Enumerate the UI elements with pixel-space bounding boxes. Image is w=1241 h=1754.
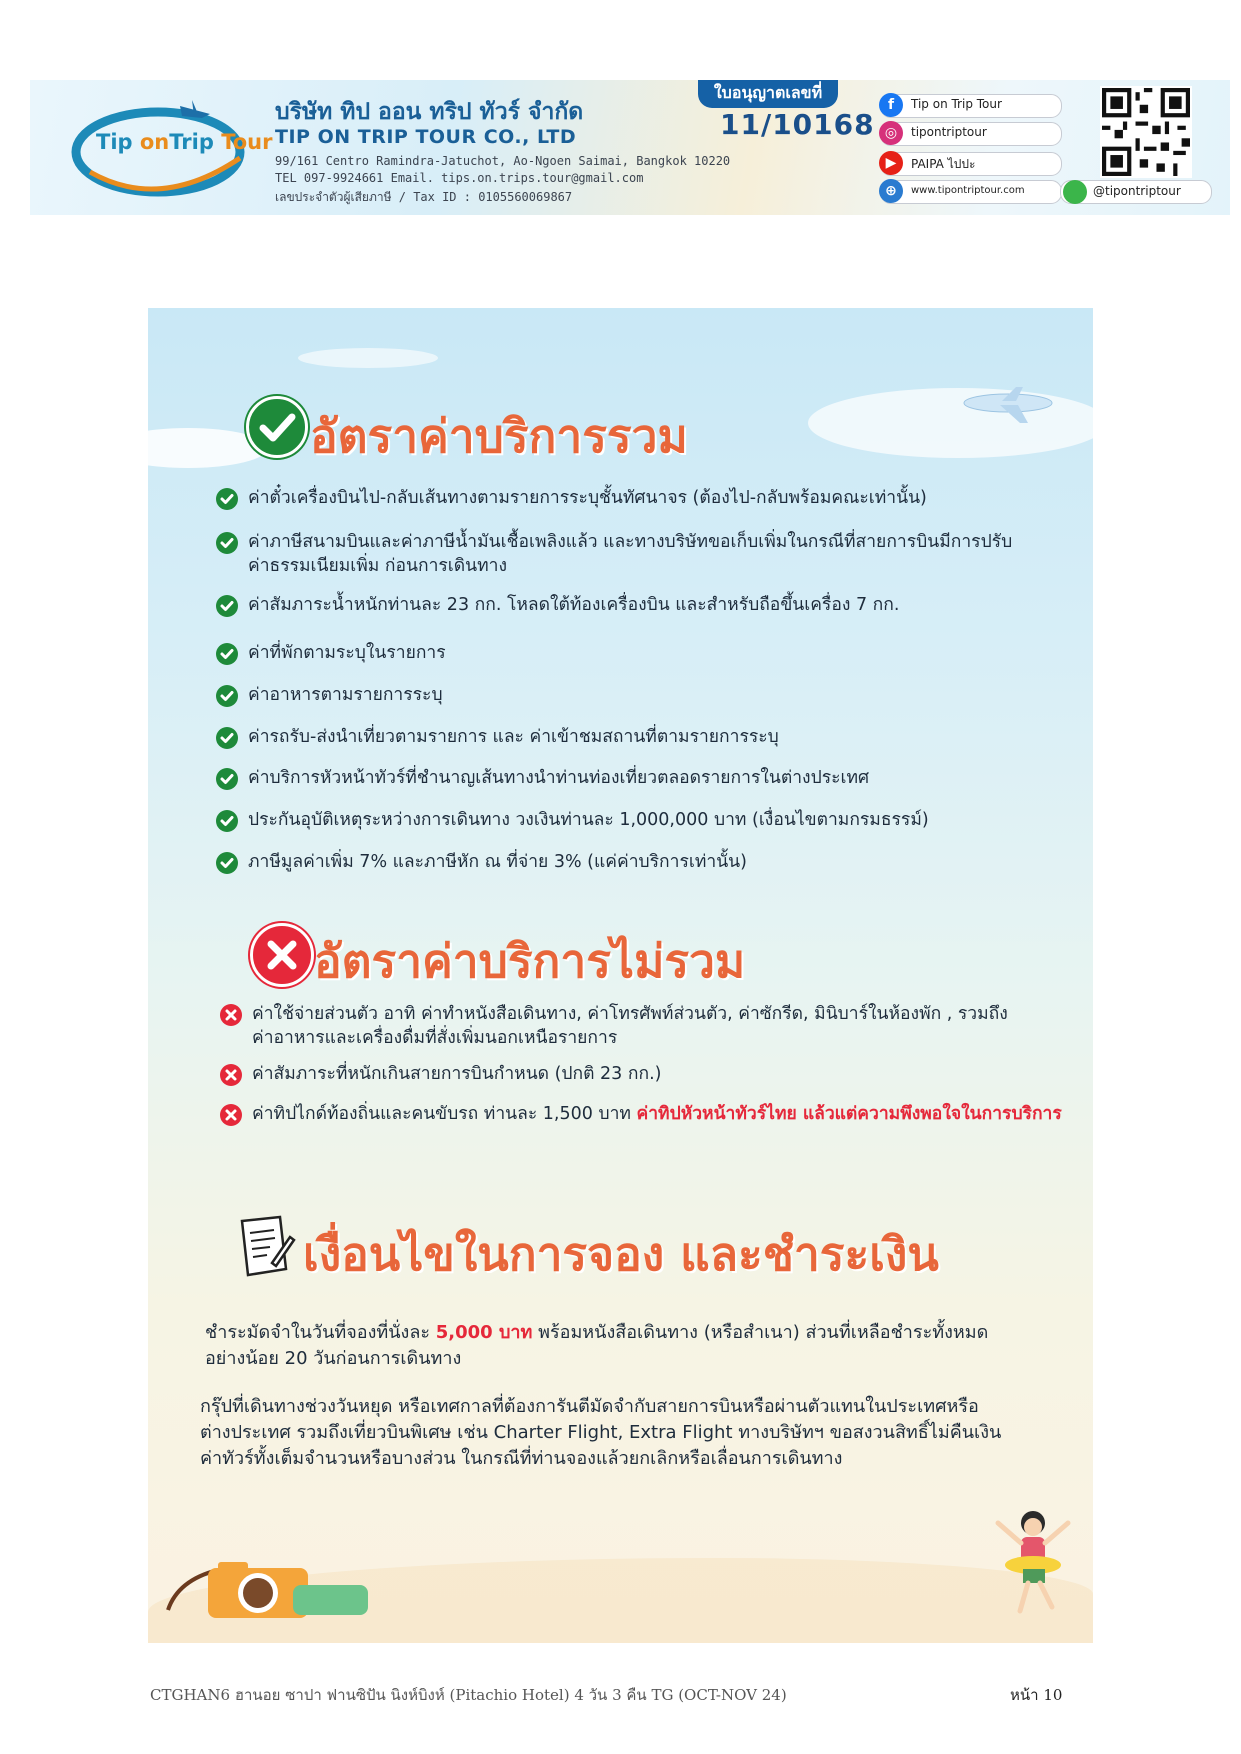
excluded-section-title: อัตราค่าบริการไม่รวม: [314, 934, 746, 988]
check-icon: [216, 810, 238, 832]
included-section-title: อัตราค่าบริการรวม: [310, 409, 688, 463]
check-icon: [216, 852, 238, 874]
check-icon: [216, 643, 238, 665]
company-contact: TEL 097-9924661 Email. tips.on.trips.tour@gmail.com: [275, 171, 644, 185]
check-icon: [216, 595, 238, 617]
facebook-link[interactable]: f Tip on Trip Tour: [880, 94, 1062, 118]
cross-icon: [220, 1064, 242, 1086]
qr-code-icon[interactable]: [1100, 86, 1192, 178]
facebook-icon: f: [879, 93, 903, 117]
tour-leader-tip-note: ค่าทิปหัวหน้าทัวร์ไทย แล้วแต่ความพึงพอใจในการบริการ: [636, 1104, 1062, 1124]
youtube-icon: ▶: [879, 151, 903, 175]
cross-circle-icon: [250, 923, 314, 987]
airplane-icon: [960, 383, 1056, 429]
tour-conditions-panel: อัตราค่าบริการรวม ค่าตั๋วเครื่องบินไป-กลับเส้นทางตามรายการระบุชั้นทัศนาจร (ต้องไป-กลับพร้อมคณะเท่านั้น) ค่าภาษีสนามบินและค่าภาษีน้ำมันเชื้อเพลิงแล้ว และทางบริษัทขอเก็บเพิ่มในกรณีที่สายการบินมีการปรับ ค่าธรรมเนียมเพิ่ม ก่อนการเดินทาง ค่าสัมภาระน้ำหนักท่านละ 23 กก. โหลดใต้ท้องเครื่องบิน และสำหรับถือขึ้นเครื่อง 7 กก. ค่าที่พักตามระบุในรายการ ค่าอาหารตามรายการระบุ ค่ารถรับ-ส่งนำเที่ยวตามรายการ และ ค่าเข้าชมสถานที่ตามรายการระบุ ค่าบริการหัวหน้าทัวร์ที่ชำนาญเส้นทางนำท่านท่องเที่ยวตลอดรายการในต่างประเทศ ประกันอุบัติเหตุระหว่างการเดินทาง วงเงินท่านละ 1,000,000 บาท (เงื่อนไขตามกรมธรรม์) ภาษีมูลค่าเพิ่ม 7% และภาษีหัก ณ ที่จ่าย 3% (แค่ค่าบริการเท่านั้น) อัตราค่าบริการไม่รวม ค่าใช้จ่ายส่วนตัว อาทิ ค่าทำหนังสือเดินทาง, ค่าโทรศัพท์ส่วนตัว, ค่าซักรีด, มินิบาร์ในห้องพัก , รวมถึง ค่าอาหารและเครื่องดื่มที่สั่งเพิ่มนอกเหนือรายการ ค่าสัมภาระที่หนักเกินสายการบินกำหนด (ปกติ 23 กก.) ค่าทิปไกด์ท้องถิ่นและคนขับรถ ท่านละ 1,500 บาท ค่าทิปหัวหน้าทัวร์ไทย แล้วแต่ความพึงพอใจในการบริการ เงื่อนไขในการจอง และชำระเงิน ชำระมัดจำในวันที่จองที่นั่งละ 5,000 บาท พร้อมหนังสือเดินทาง (หรือสำเนา) ส่วนที่เหลือชำระทั้งหมด อย่างน้อย 20 วันก่อนการเดินทาง กรุ๊ปที่เดินทางช่วงวันหยุด หรือเทศกาลที่ต้องการันตีมัดจำกับสายการบินหรือผ่านตัวแทนในประเทศหรือ ต่างประเทศ รวมถึงเที่ยวบินพิเศษ เช่น Charter Flight, Extra Flight ทางบริษัทฯ ขอสงวนสิทธิ์ไม่คืนเงิน ค่าทัวร์ทั้งเต็มจำนวนหรือบางส่วน ในกรณีที่ท่านจองแล้วยกเลิกหรือเลื่อนการเดินทาง: [148, 308, 1093, 1643]
instagram-icon: ◎: [879, 121, 903, 145]
booking-section-title: เงื่อนไขในการจอง และชำระเงิน: [303, 1227, 939, 1281]
youtube-link[interactable]: ▶ PAIPA ไปปะ: [880, 152, 1062, 176]
document-reference: CTGHAN6 ฮานอย ซาปา ฟานซิปัน นิงห์บิงห์ (Pitachio Hotel) 4 วัน 3 คืน TG (OCT-NOV 24): [150, 1686, 787, 1704]
website-link[interactable]: ⊕ www.tipontriptour.com: [880, 180, 1062, 204]
check-circle-icon: [246, 396, 308, 458]
page-number: หน้า 10: [1010, 1686, 1063, 1704]
holiday-policy-line1: กรุ๊ปที่เดินทางช่วงวันหยุด หรือเทศกาลที่ต้องการันตีมัดจำกับสายการบินหรือผ่านตัวแทนในประเทศหรือ: [200, 1396, 979, 1417]
deposit-paragraph-line2: อย่างน้อย 20 วันก่อนการเดินทาง: [205, 1348, 462, 1369]
check-icon: [216, 768, 238, 790]
check-icon: [216, 685, 238, 707]
holiday-policy-line2: ต่างประเทศ รวมถึงเที่ยวบินพิเศษ เช่น Charter Flight, Extra Flight ทางบริษัทฯ ขอสงวนสิทธิ์ไม่คืนเงิน: [200, 1422, 1002, 1443]
instagram-link[interactable]: ◎ tipontriptour: [880, 122, 1062, 146]
camera-luggage-icon: [158, 1540, 378, 1620]
license-label: ใบอนุญาตเลขที่: [698, 80, 838, 108]
cross-icon: [220, 1104, 242, 1126]
kid-with-float-icon: [988, 1503, 1078, 1623]
globe-icon: ⊕: [879, 179, 903, 203]
document-pen-icon: [236, 1213, 296, 1279]
deposit-amount: 5,000 บาท: [435, 1322, 533, 1343]
line-icon: [1063, 180, 1087, 204]
line-link[interactable]: @tipontriptour: [1060, 180, 1212, 204]
company-tax-id: เลขประจำตัวผู้เสียภาษี / Tax ID : 0105560069867: [275, 190, 573, 204]
cross-icon: [220, 1004, 242, 1026]
deposit-paragraph: ชำระมัดจำในวันที่จองที่นั่งละ 5,000 บาท พร้อมหนังสือเดินทาง (หรือสำเนา) ส่วนที่เหลือชำระทั้งหมด: [205, 1322, 989, 1343]
cloud-decoration: [298, 348, 438, 368]
company-name-thai: บริษัท ทิป ออน ทริป ทัวร์ จำกัด: [275, 99, 584, 125]
check-icon: [216, 727, 238, 749]
license-number: 11/10168: [720, 108, 875, 141]
company-name-english: TIP ON TRIP TOUR CO., LTD: [275, 126, 577, 148]
check-icon: [216, 488, 238, 510]
company-header-banner: [30, 80, 1230, 215]
check-icon: [216, 532, 238, 554]
holiday-policy-line3: ค่าทัวร์ทั้งเต็มจำนวนหรือบางส่วน ในกรณีที่ท่านจองแล้วยกเลิกหรือเลื่อนการเดินทาง: [200, 1448, 843, 1469]
logo-text: Tip onTrip Tour: [96, 130, 273, 154]
company-address: 99/161 Centro Ramindra-Jatuchot, Ao-Ngoen Saimai, Bangkok 10220: [275, 154, 731, 168]
